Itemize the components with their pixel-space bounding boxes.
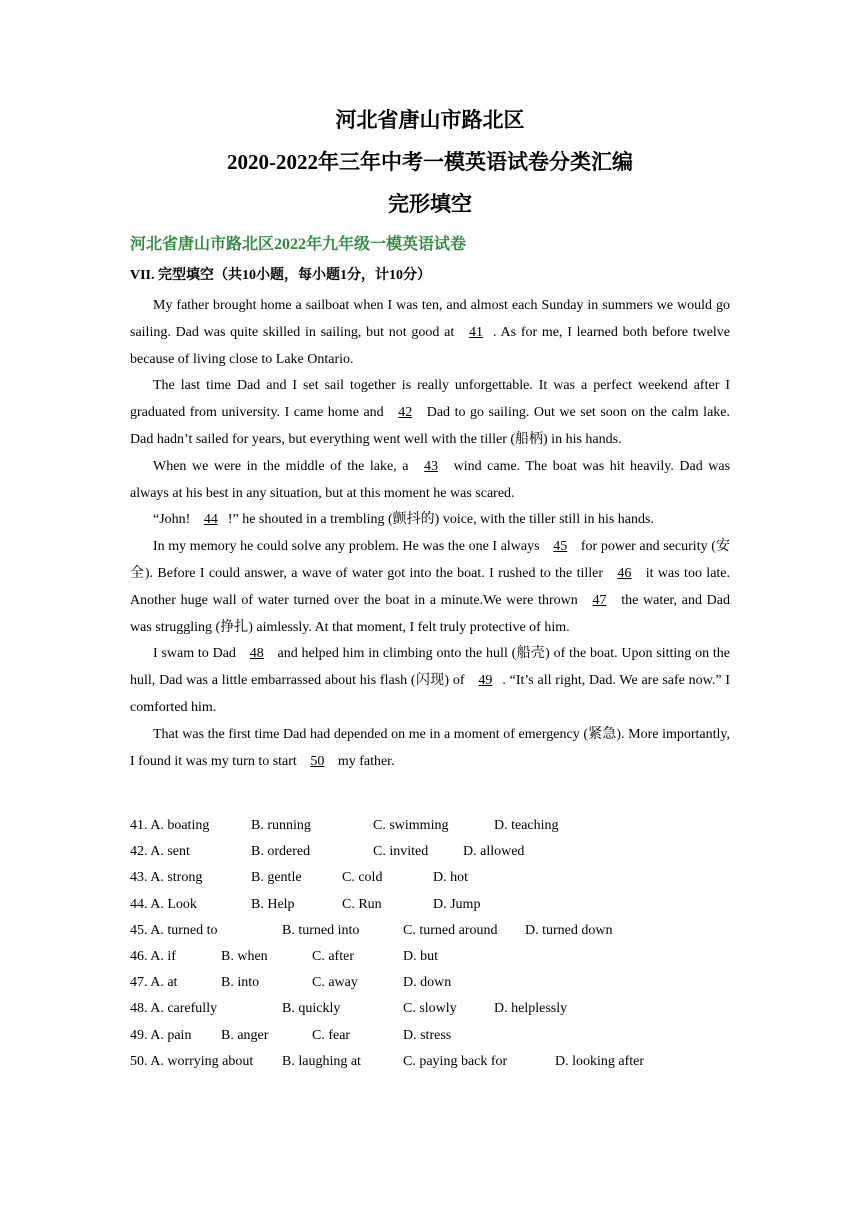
- text: I swam to Dad: [153, 646, 236, 662]
- option-row-42: [130, 839, 750, 865]
- option-c: C. swimming: [373, 818, 449, 833]
- option-a: 41. A. boating: [130, 818, 210, 833]
- blank-46: 46: [617, 565, 632, 581]
- option-row-44: [130, 892, 750, 918]
- option-b: B. laughing at: [282, 1053, 361, 1069]
- option-d: D. turned down: [525, 922, 613, 938]
- blank-50: 50: [310, 753, 325, 769]
- section-title: 河北省唐山市路北区2022年九年级一模英语试卷: [130, 236, 467, 253]
- blank-48: 48: [249, 646, 264, 662]
- blank-45: 45: [553, 539, 568, 555]
- blank-44: 44: [203, 512, 218, 528]
- option-b: B. gentle: [251, 870, 302, 886]
- paragraph-7: [130, 722, 730, 776]
- text: . As for me, I learned both before twelve because of living close to Lake Ontario.: [130, 324, 731, 367]
- text: it was too late. Another huge wall of water turned over the boat in a minute.We were thrown: [130, 565, 731, 608]
- option-row-41: [130, 813, 750, 839]
- option-row-48: [130, 996, 750, 1022]
- option-c: C. Run: [342, 896, 382, 912]
- option-a: 50. A. worrying about: [130, 1053, 254, 1069]
- blank-47: 47: [592, 592, 607, 608]
- text: “John!: [153, 512, 191, 528]
- paragraph-5: [130, 534, 730, 641]
- option-d: D. looking after: [555, 1053, 645, 1069]
- option-row-43: [130, 865, 750, 891]
- option-a: 49. A. pain: [130, 1027, 192, 1043]
- option-b: B. quickly: [282, 1001, 341, 1017]
- option-c: C. after: [312, 948, 354, 964]
- option-c: C. away: [312, 975, 358, 991]
- text: When we were in the middle of the lake, a: [153, 458, 409, 474]
- blank-43: 43: [424, 458, 439, 474]
- option-b: B. anger: [221, 1027, 269, 1043]
- text: In my memory he could solve any problem. He was the one I always: [153, 539, 540, 555]
- doc-title-main: 2020-2022年三年中考一模英语试卷分类汇编: [227, 150, 633, 174]
- text: My father brought home a sailboat when I was ten, and almost each Sunday in summers we would go sailing. Dad was quite skilled in sailing, but not good at: [130, 298, 730, 340]
- option-c: C. turned around: [403, 922, 498, 938]
- option-d: D. but: [403, 948, 438, 964]
- option-row-45: [130, 918, 750, 944]
- option-row-50: [130, 1049, 750, 1075]
- option-c: C. paying back for: [403, 1053, 508, 1069]
- option-b: B. turned into: [282, 922, 360, 938]
- option-a: 48. A. carefully: [130, 1001, 218, 1017]
- text: for power and security (安全). Before I could answer, a wave of water got into the boat. I rushed to the tiller: [130, 539, 731, 581]
- text: my father.: [337, 753, 395, 769]
- option-a: 44. A. Look: [130, 896, 197, 912]
- blank-49: 49: [478, 673, 493, 689]
- option-row-47: [130, 970, 750, 996]
- paragraph-3: [130, 454, 730, 508]
- paragraph-6: [130, 641, 730, 721]
- text: . “It’s all right, Dad. We are safe now.” I comforted him.: [130, 673, 731, 715]
- option-a: 42. A. sent: [130, 844, 190, 860]
- paragraph-4: [130, 507, 730, 534]
- option-b: B. Help: [251, 896, 295, 912]
- option-c: C. slowly: [403, 1001, 457, 1017]
- option-a: 46. A. if: [130, 948, 176, 964]
- option-row-49: [130, 1023, 750, 1049]
- paragraph-2: [130, 373, 730, 453]
- section-instruction: VII. 完型填空（共10小题，每小题1分，计10分）: [130, 268, 432, 283]
- option-b: B. when: [221, 948, 268, 964]
- blank-41: 41: [469, 324, 484, 340]
- option-d: D. stress: [403, 1027, 452, 1043]
- option-b: B. running: [251, 818, 311, 833]
- text: !” he shouted in a trembling (颤抖的) voice, with the tiller still in his hands.: [227, 512, 654, 528]
- doc-title-topic: 完形填空: [388, 192, 472, 216]
- option-d: D. teaching: [494, 818, 559, 833]
- option-a: 45. A. turned to: [130, 922, 218, 938]
- text: The last time Dad and I set sail together is really unforgettable. It was a perfect weekend after I graduated from university. I came home and: [130, 378, 730, 421]
- text: wind came. The boat was hit heavily. Dad was always at his best in any situation, but at this moment he was scared.: [130, 458, 731, 501]
- option-c: C. cold: [342, 870, 383, 886]
- text: Dad to go sailing. Out we set soon on the calm lake. Dad hadn’t sailed for years, but everything went well with the tiller (船柄) in his hands.: [130, 405, 730, 447]
- option-d: D. down: [403, 975, 452, 991]
- blank-42: 42: [398, 405, 413, 421]
- option-d: D. allowed: [463, 844, 525, 860]
- answer-options: [130, 813, 750, 1075]
- text: That was the first time Dad had depended on me in a moment of emergency (紧急). More importantly, I found it was my turn to start: [130, 726, 730, 769]
- option-a: 43. A. strong: [130, 870, 203, 886]
- option-c: C. fear: [312, 1027, 351, 1043]
- option-b: B. ordered: [251, 844, 311, 860]
- option-a: 47. A. at: [130, 975, 178, 991]
- text: the water, and Dad was struggling (挣扎) aimlessly. At that moment, I felt truly protective of him.: [130, 592, 731, 635]
- option-row-46: [130, 944, 750, 970]
- option-d: D. helplessly: [494, 1001, 568, 1017]
- doc-title-region: 河北省唐山市路北区: [335, 108, 525, 132]
- option-d: D. hot: [433, 870, 468, 886]
- paragraph-1: [130, 293, 730, 373]
- cloze-passage: [130, 293, 730, 775]
- option-d: D. Jump: [433, 896, 481, 912]
- option-c: C. invited: [373, 844, 429, 860]
- option-b: B. into: [221, 975, 260, 991]
- text: and helped him in climbing onto the hull (船壳) of the boat. Upon sitting on the hull, Dad was a little embarrassed about his flash (闪现) of: [130, 646, 730, 689]
